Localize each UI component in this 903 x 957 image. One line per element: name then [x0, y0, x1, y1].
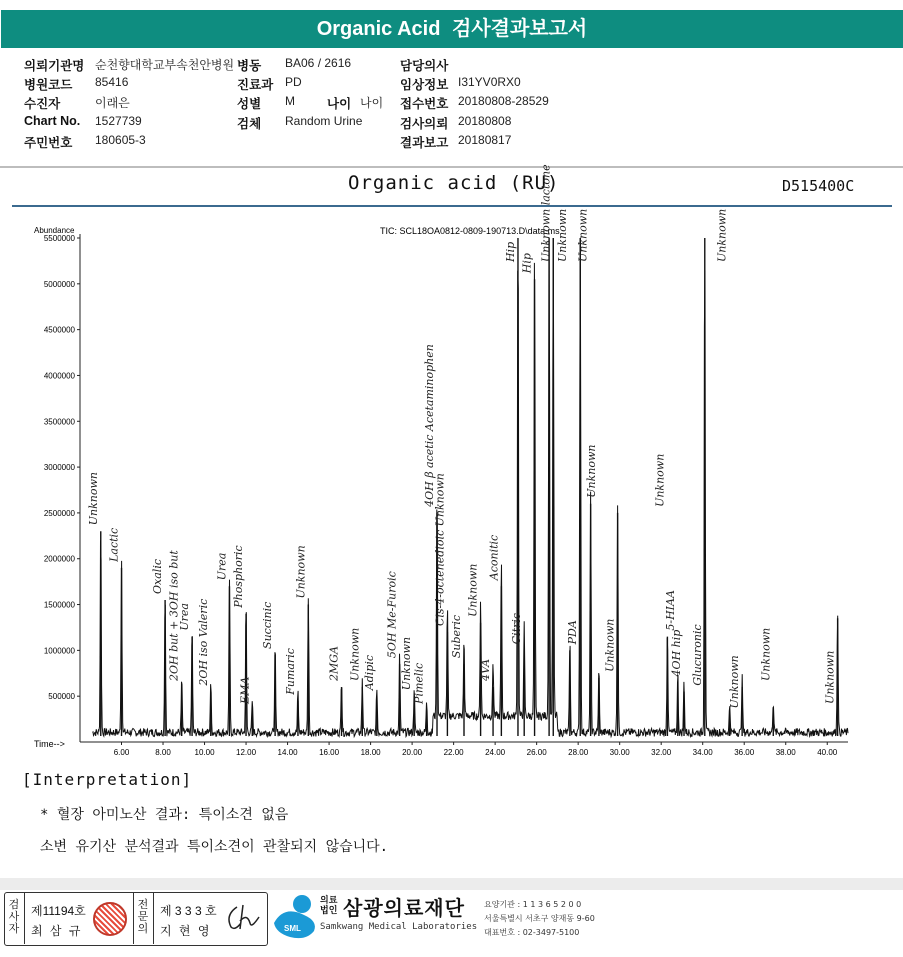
- info-row: [0, 114, 903, 133]
- y-tick-label: 4500000: [43, 325, 75, 335]
- peak-annotation: Unknown: [555, 208, 569, 262]
- patient-info: [0, 56, 903, 166]
- peak-annotation: 4VA: [479, 658, 493, 682]
- peak-annotation: Cis-4-octenedioic Unknown: [433, 473, 447, 627]
- x-tick-label: 22.00: [443, 748, 464, 757]
- x-tick-label: 18.00: [360, 748, 381, 757]
- peak-annotation: Succinic: [261, 601, 275, 649]
- report-date-value: 20180817: [458, 133, 512, 147]
- clinical-info-value: I31YV0RX0: [458, 75, 521, 89]
- chromatogram-code: D515400C: [782, 177, 855, 195]
- peak-annotation: Unknown lactone: [539, 164, 553, 262]
- hospital-code-label: 병원코드: [24, 78, 73, 92]
- peak-annotation: Unknown: [86, 472, 100, 526]
- y-tick-label: 2000000: [43, 554, 75, 564]
- y-tick-label: 500000: [48, 692, 75, 702]
- peak-annotation: 2OH iso Valeric: [196, 598, 210, 686]
- peak-annotation: Unknown: [294, 545, 308, 599]
- examiner-name: 최 삼 규: [31, 924, 83, 938]
- examiner-license: 제11194호: [31, 904, 86, 918]
- peak-annotation: Pimelic: [412, 662, 426, 704]
- age-label: 나이: [327, 97, 352, 111]
- interpretation-line-2: 소변 유기산 분석결과 특이소견이 관찰되지 않습니다.: [40, 839, 389, 855]
- peak-annotation: Phosphoric: [232, 545, 246, 608]
- chart-no-label: Chart No.: [24, 114, 81, 128]
- interpretation-heading: [Interpretation]: [22, 770, 193, 789]
- y-axis-label: Abundance: [34, 226, 75, 235]
- peak-annotation: Aconitic: [487, 534, 501, 581]
- x-tick-label: 30.00: [609, 748, 630, 757]
- hospital-code-value: 85416: [95, 75, 129, 89]
- brand-prefix: 의료법인: [320, 896, 338, 916]
- y-tick-label: 3500000: [43, 417, 75, 427]
- peak-annotation: PDA: [566, 620, 580, 645]
- specimen-value: Random Urine: [285, 114, 363, 128]
- collector-value: 이래은: [95, 96, 130, 110]
- peak-annotation: 4OH β acetic Acetaminophen: [423, 344, 437, 507]
- peak-annotation: Glucuronic: [690, 624, 704, 686]
- y-tick-label: 4000000: [43, 371, 75, 381]
- report-title-korean: 검사결과보고서: [452, 18, 588, 40]
- info-row: [0, 133, 903, 152]
- signature-mark: [223, 901, 263, 935]
- y-tick-label: 5500000: [43, 234, 75, 243]
- institution-phone: 대표번호 : 02-3497-5100: [484, 928, 580, 937]
- dept-label: 진료과: [237, 78, 274, 92]
- specimen-label: 검체: [237, 117, 262, 131]
- sign-divider: [133, 893, 134, 944]
- brand-name: 삼광의료재단: [343, 896, 465, 920]
- ward-label: 병동: [237, 59, 262, 73]
- specialist-name: 지 현 영: [160, 924, 212, 938]
- examiner-label: 검사자: [8, 899, 20, 935]
- id-no-value: 180605-3: [95, 133, 146, 147]
- institution-label: 의뢰기관명: [24, 59, 85, 73]
- x-tick-label: 24.00: [485, 748, 506, 757]
- receipt-no-label: 접수번호: [400, 97, 449, 111]
- peak-annotation: Unknown: [759, 627, 773, 682]
- x-axis-label: Time-->: [34, 739, 65, 749]
- peak-annotation: 2MGA: [327, 646, 341, 682]
- specialist-license: 제 3 3 3 호: [160, 904, 217, 918]
- dept-value: PD: [285, 75, 302, 89]
- receipt-no-value: 20180808-28529: [458, 94, 549, 108]
- info-row: [0, 75, 903, 94]
- peak-annotation: 2OH but + 3OH iso but: [167, 550, 181, 682]
- peak-annotation: Unknown: [466, 563, 480, 617]
- y-tick-label: 1000000: [43, 646, 75, 656]
- signature-box: [4, 892, 268, 946]
- peak-annotation: Unknown: [715, 208, 729, 262]
- info-row: [0, 56, 903, 75]
- institution-code: 요양기관 : 1 1 3 6 5 2 0 0: [484, 900, 582, 909]
- clinical-info-label: 임상정보: [400, 78, 449, 92]
- specialist-label: 전문의: [137, 899, 149, 935]
- peak-annotation: Unknown: [728, 655, 742, 709]
- x-tick-label: 34.00: [692, 748, 713, 757]
- peak-annotation: Hip: [520, 253, 534, 274]
- peak-annotation: Oxalic: [151, 558, 165, 594]
- x-tick-label: 6.00: [113, 748, 130, 757]
- y-tick-label: 5000000: [43, 279, 75, 289]
- report-date-label: 결과보고: [400, 136, 449, 150]
- x-tick-label: 16.00: [319, 748, 340, 757]
- peak-annotation: Unknown: [400, 636, 414, 691]
- id-no-label: 주민번호: [24, 136, 73, 150]
- institution-address: 서울특별시 서초구 양재동 9-60: [484, 914, 595, 923]
- x-tick-label: 10.00: [194, 748, 215, 757]
- sign-divider: [24, 893, 25, 944]
- x-tick-label: 32.00: [651, 748, 672, 757]
- x-tick-label: 26.00: [526, 748, 547, 757]
- report-title-latin: Organic Acid: [316, 18, 441, 40]
- x-tick-label: 8.00: [155, 748, 171, 757]
- y-tick-label: 1500000: [43, 600, 75, 610]
- sign-divider: [153, 893, 154, 944]
- peak-annotation: 4OH hip: [670, 629, 684, 677]
- brand-info: [484, 898, 595, 940]
- peak-annotation: 5-HIAA: [663, 590, 677, 631]
- chromatogram-title: Organic acid (RU): [348, 172, 560, 194]
- peak-annotation: Hip: [503, 241, 517, 262]
- peak-annotation: Unknown: [348, 627, 362, 682]
- sex-value: M: [285, 94, 295, 108]
- request-date-label: 검사의뢰: [400, 117, 449, 131]
- x-tick-label: 28.00: [568, 748, 589, 757]
- collector-label: 수진자: [24, 97, 61, 111]
- request-date-value: 20180808: [458, 114, 512, 128]
- peak-annotation: Unknown: [576, 208, 590, 262]
- institution-value: 순천향대학교부속천안병원: [95, 58, 235, 72]
- ward-value: BA06 / 2616: [285, 56, 352, 70]
- peak-annotation: EMA: [238, 676, 252, 704]
- x-tick-label: 40.00: [817, 748, 838, 757]
- chromatogram-rule: [12, 205, 892, 207]
- peak-annotation: Urea: [215, 552, 229, 581]
- peak-annotation: 5OH Me-Furoic: [385, 571, 399, 659]
- peak-annotation: Suberic: [450, 614, 463, 659]
- peak-annotation: Adipic: [362, 654, 376, 691]
- peak-annotation: Urea: [178, 603, 192, 631]
- doctor-label: 담당의사: [400, 59, 449, 73]
- y-tick-label: 3000000: [43, 463, 75, 473]
- footer-band: [0, 878, 903, 890]
- report-title: [1, 10, 903, 48]
- peak-annotation: Unknown: [653, 453, 667, 507]
- info-row: [0, 94, 903, 113]
- x-tick-label: 20.00: [402, 748, 423, 757]
- tic-label: TIC: SCL18OA0812-0809-190713.D\data.ms: [380, 226, 560, 236]
- brand-english-name: Samkwang Medical Laboratories: [320, 922, 478, 932]
- chart-annotations: [87, 164, 837, 709]
- logo-text: SML: [284, 924, 301, 933]
- peak-annotation: Citric: [510, 613, 524, 645]
- interpretation-line-1: * 혈장 아미노산 결과: 특이소견 없음: [40, 807, 289, 823]
- peak-annotation: Fumaric: [283, 648, 297, 695]
- x-tick-label: 12.00: [236, 748, 257, 757]
- seal-stamp: [93, 902, 127, 936]
- x-tick-label: 38.00: [775, 748, 796, 757]
- chart-no-value: 1527739: [95, 114, 142, 128]
- y-tick-label: 2500000: [43, 508, 75, 518]
- x-tick-label: 14.00: [277, 748, 298, 757]
- peak-annotation: Unknown: [823, 650, 837, 704]
- x-tick-label: 36.00: [734, 748, 755, 757]
- peak-annotation: Unknown: [584, 444, 598, 498]
- peak-annotation: Unknown: [603, 618, 617, 672]
- peak-annotation: Lactic: [107, 527, 121, 562]
- age-value: 나이: [360, 96, 384, 110]
- sex-label: 성별: [237, 97, 262, 111]
